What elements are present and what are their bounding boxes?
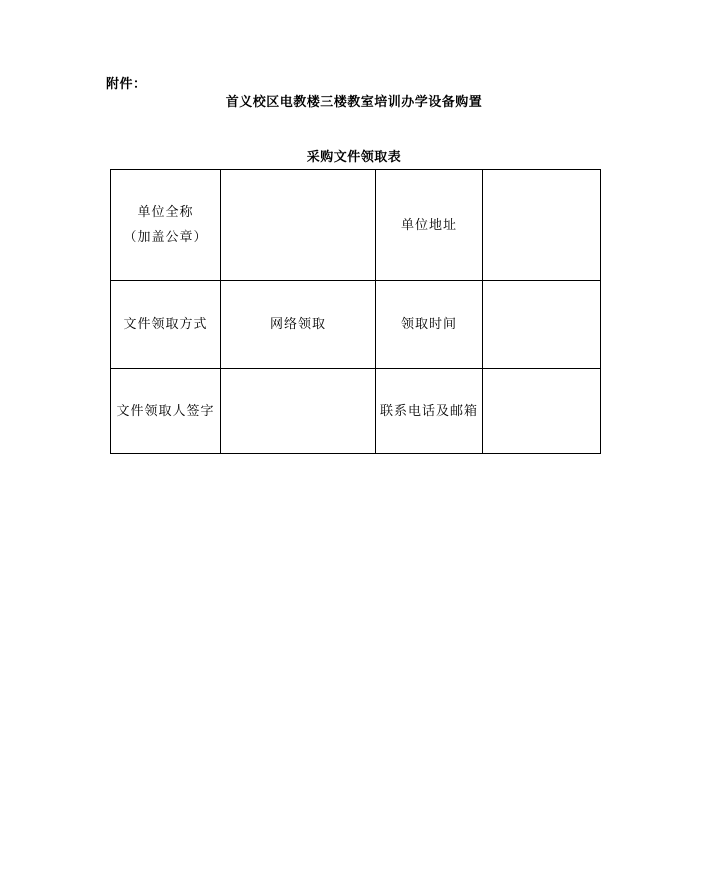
time-value-cell bbox=[483, 281, 601, 369]
signer-value-cell bbox=[221, 369, 376, 454]
unit-address-label-cell: 单位地址 bbox=[376, 170, 483, 281]
table-row bbox=[111, 369, 601, 454]
table-title: 采购文件领取表 bbox=[306, 150, 402, 165]
method-label-cell: 文件领取方式 bbox=[111, 281, 221, 369]
signer-label-cell: 文件领取人签字 bbox=[111, 369, 221, 454]
unit-name-label: 单位全称 bbox=[137, 205, 194, 220]
time-label-cell: 领取时间 bbox=[376, 281, 483, 369]
unit-name-label-cell bbox=[111, 170, 221, 281]
unit-address-value-cell bbox=[483, 170, 601, 281]
method-value-cell: 网络领取 bbox=[221, 281, 376, 369]
document-title: 首义校区电教楼三楼教室培训办学设备购置 bbox=[225, 95, 483, 110]
contact-label-cell: 联系电话及邮箱 bbox=[376, 369, 483, 454]
unit-name-value-cell bbox=[221, 170, 376, 281]
pickup-form-table bbox=[110, 169, 601, 454]
unit-name-sublabel: （加盖公章） bbox=[123, 230, 208, 245]
table-row bbox=[111, 281, 601, 369]
attachment-label: 附件： bbox=[106, 77, 147, 92]
contact-value-cell bbox=[483, 369, 601, 454]
table-row bbox=[111, 170, 601, 281]
